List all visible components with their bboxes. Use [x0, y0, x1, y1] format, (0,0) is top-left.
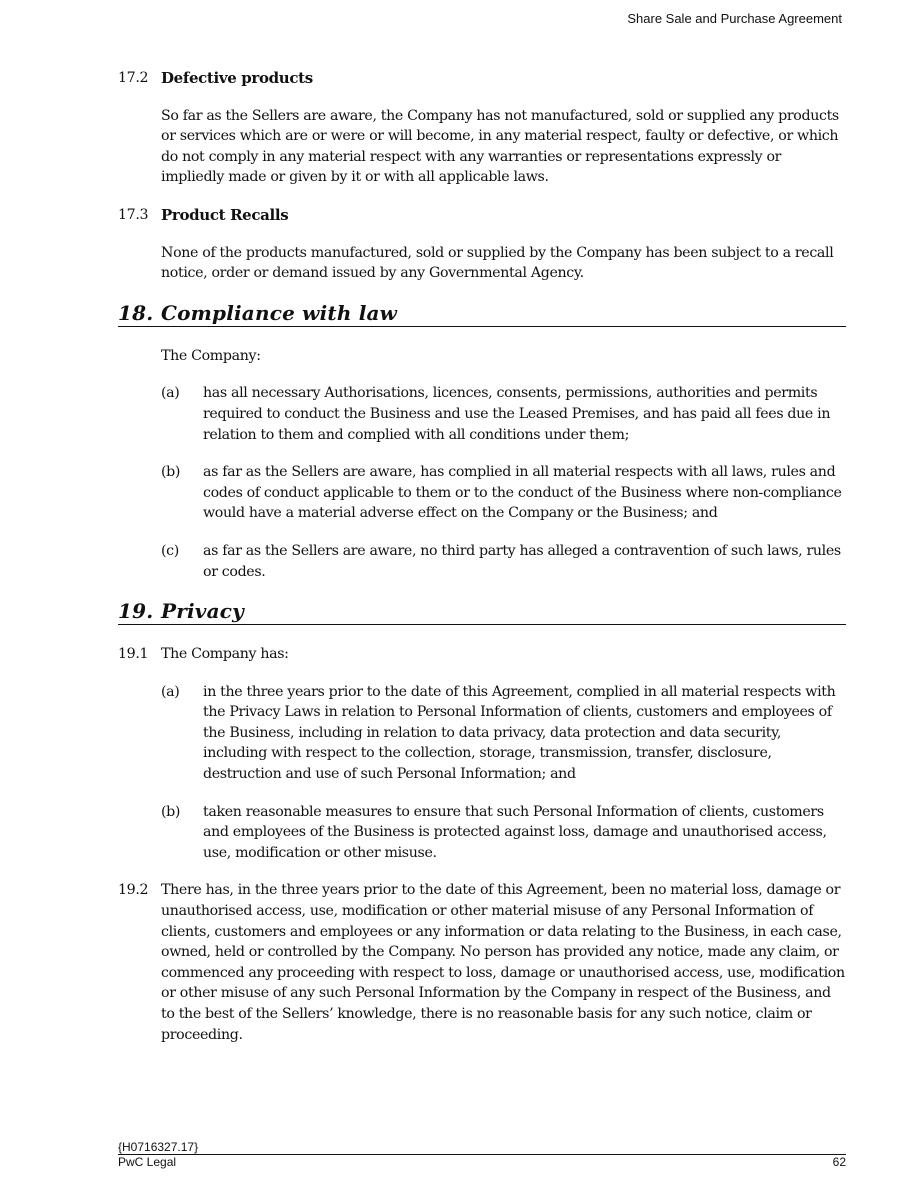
- list-item-text: in the three years prior to the date of this Agreement, complied in all material respects with the Privacy Laws in relation to Personal Information of clients, customers and employees of the Business, including in relation to data privacy, data protection and data security, including with respect to the collection, storage, transmission, transfer, disclosure, destruction and use of such Personal Information; and: [203, 683, 836, 783]
- clause-text: The Company has:: [161, 646, 289, 663]
- clause-title: Product Recalls: [161, 205, 289, 224]
- list-item-label: (b): [161, 803, 181, 820]
- list-item-text: has all necessary Authorisations, licences, consents, permissions, authorities and permits required to conduct the Business and use the Leased Premises, and has paid all fees due in relation to them and complied with all conditions under them;: [203, 385, 831, 443]
- list-item-text: taken reasonable measures to ensure that such Personal Information of clients, customers and employees of the Business is protected against loss, damage and unauthorised access, use, modification or other misuse.: [203, 803, 827, 861]
- list-item: [161, 802, 846, 864]
- section-title: Compliance with law: [161, 300, 398, 325]
- list-item-label: (c): [161, 542, 179, 559]
- list-item-label: (a): [161, 683, 180, 700]
- list-item-label: (b): [161, 464, 181, 481]
- list-item-text: as far as the Sellers are aware, has complied in all material respects with all laws, rules and codes of conduct applicable to them or to the conduct of the Business where non-compliance would have a material adverse effect on the Company or the Business; and: [203, 464, 842, 522]
- clause-17-2-heading: [118, 68, 846, 89]
- section-number: 18.: [118, 300, 154, 325]
- list-item: [161, 541, 846, 582]
- clause-17-2-body: So far as the Sellers are aware, the Company has not manufactured, sold or supplied any products or services which are or were or will become, in any material respect, faulty or defective, or which do not comply in any material respect with any warranties or representations expressly or impliedly made or given by it or with all applicable laws.: [161, 107, 839, 186]
- section-number: 19.: [118, 599, 154, 624]
- clause-number: 17.2: [118, 70, 149, 86]
- document-body: [118, 68, 846, 1062]
- section-19-heading: [118, 599, 846, 625]
- firm-name: PwC Legal: [118, 1155, 177, 1169]
- clause-number: 19.2: [118, 882, 149, 899]
- list-item: [161, 383, 846, 445]
- page-number: 62: [832, 1155, 846, 1169]
- section-18-intro: The Company:: [161, 347, 261, 364]
- list-item: [161, 462, 846, 524]
- clause-19-2: [118, 880, 846, 1045]
- clause-19-1: [118, 644, 846, 665]
- section-18-heading: [118, 301, 846, 327]
- footer-row: [118, 1155, 846, 1169]
- clause-17-3-body: None of the products manufactured, sold or supplied by the Company has been subject to a recall notice, order or demand issued by any Governmental Agency.: [161, 244, 834, 282]
- document-header-title: Share Sale and Purchase Agreement: [627, 11, 842, 26]
- clause-text: There has, in the three years prior to the date of this Agreement, been no material loss, damage or unauthorised access, use, modification or other material misuse of any Personal Information of clients, customers and employees or any information or data relating to the Business, in each case, owned, held or controlled by the Company. No person has provided any notice, made any claim, or commenced any proceeding with respect to loss, damage or unauthorised access, use, modification or other misuse of any such Personal Information by the Company in respect of the Business, and to the best of the Sellers’ knowledge, there is no reasonable basis for any such notice, claim or proceeding.: [161, 882, 845, 1043]
- section-title: Privacy: [161, 599, 244, 624]
- clause-number: 17.3: [118, 206, 149, 223]
- clause-title: Defective products: [161, 69, 313, 87]
- clause-17-3-heading: [118, 205, 846, 226]
- list-item-label: (a): [161, 385, 180, 402]
- document-reference: {H0716327.17}: [118, 1140, 846, 1155]
- document-footer: [118, 1140, 846, 1169]
- clause-number: 19.1: [118, 646, 149, 663]
- list-item-text: as far as the Sellers are aware, no third party has alleged a contravention of such laws, rules or codes.: [203, 542, 841, 580]
- list-item: [161, 682, 846, 785]
